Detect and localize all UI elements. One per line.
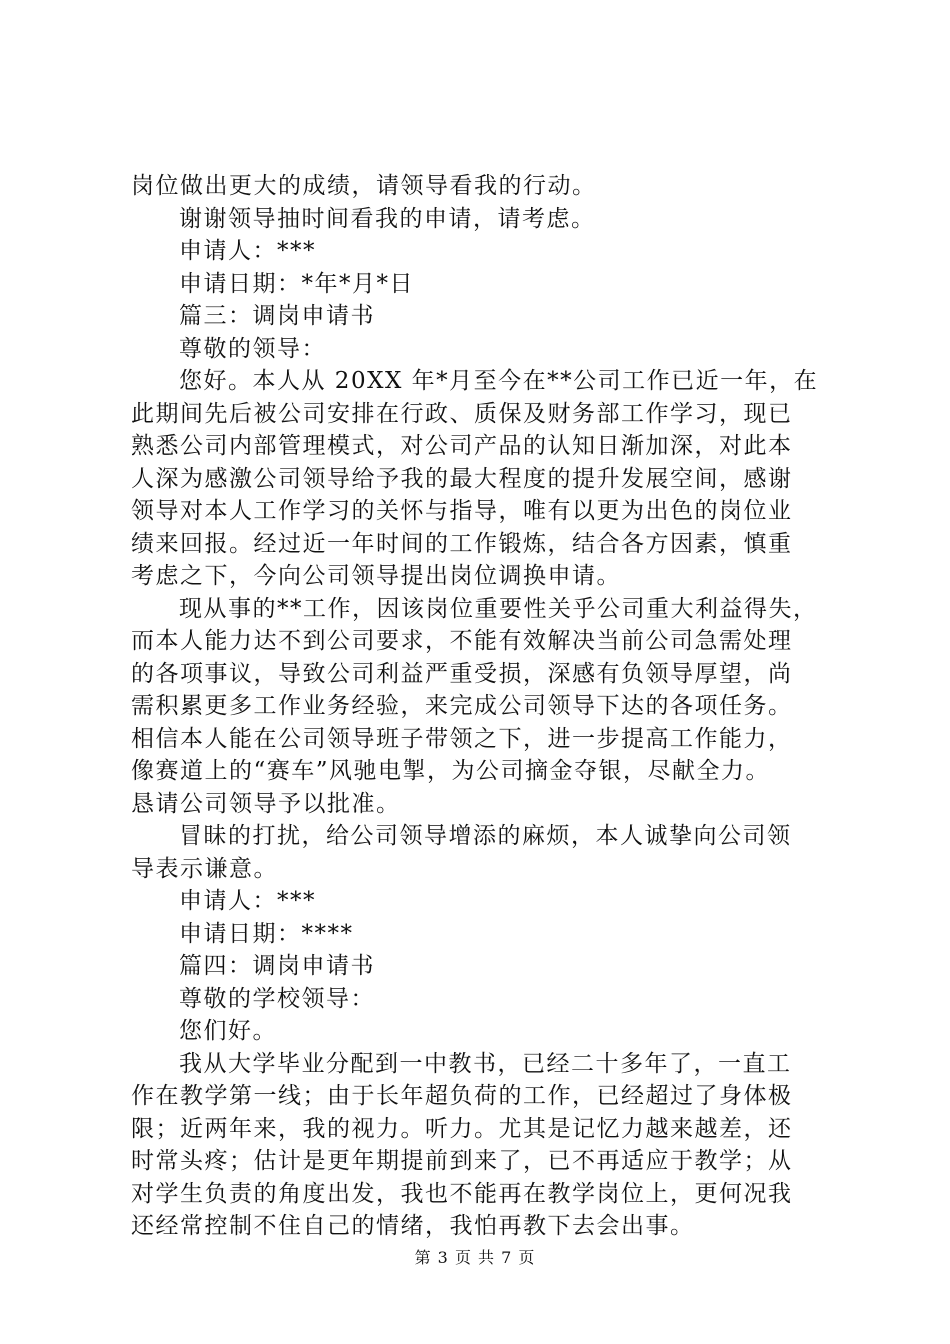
text-line: 申请人：*** <box>179 238 316 264</box>
text-line: 篇四：调岗申请书 <box>179 953 375 979</box>
text-line: 申请日期：*年*月*日 <box>179 270 414 297</box>
text-line: 我从大学毕业分配到一中教书，已经二十多年了，一直工 <box>179 1050 792 1077</box>
text-line: 您好。本人从 20XX 年*月至今在**公司工作已近一年，在 <box>179 368 819 394</box>
text-line: 导表示谦意。 <box>131 855 278 882</box>
text-line: 作在教学第一线；由于长年超负荷的工作，已经超过了身体极 <box>131 1083 793 1109</box>
text-line: 现从事的**工作，因该岗位重要性关乎公司重大利益得失， <box>179 595 818 622</box>
page-footer: 第 3 页 共 7 页 <box>414 1248 536 1267</box>
text-line: 尊敬的学校领导： <box>179 985 375 1012</box>
text-line: 对学生负责的角度出发，我也不能再在教学岗位上，更何况我 <box>131 1180 793 1207</box>
text-line: 冒昧的打扰，给公司领导增添的麻烦，本人诚挚向公司领 <box>179 823 792 849</box>
text-line: 还经常控制不住自己的情绪，我怕再教下去会出事。 <box>131 1213 695 1239</box>
text-line: 领导对本人工作学习的关怀与指导，唯有以更为出色的岗位业 <box>131 498 793 524</box>
text-line: 尊敬的领导： <box>179 335 326 362</box>
text-line: 时常头疼；估计是更年期提前到来了，已不再适应于教学；从 <box>131 1148 793 1174</box>
text-line: 考虑之下，今向公司领导提出岗位调换申请。 <box>131 563 621 589</box>
text-line: 像赛道上的“赛车”风驰电掣，为公司摘金夺银，尽献全力。 <box>131 758 771 784</box>
text-line: 绩来回报。经过近一年时间的工作锻炼，结合各方因素，慎重 <box>131 530 793 557</box>
text-line: 限；近两年来，我的视力。听力。尤其是记忆力越来越差，还 <box>131 1115 793 1142</box>
text-line: 熟悉公司内部管理模式，对公司产品的认知日渐加深，对此本 <box>131 433 793 459</box>
text-line: 申请人：*** <box>179 888 316 914</box>
text-line: 需积累更多工作业务经验，来完成公司领导下达的各项任务。 <box>131 693 793 719</box>
text-line: 恳请公司领导予以批准。 <box>131 790 401 817</box>
text-line: 岗位做出更大的成绩，请领导看我的行动。 <box>131 173 597 199</box>
text-line: 申请日期：**** <box>179 920 354 947</box>
text-line: 谢谢领导抽时间看我的申请，请考虑。 <box>179 205 596 232</box>
text-line: 的各项事议，导致公司利益严重受损，深感有负领导厚望，尚 <box>131 660 793 687</box>
text-line: 相信本人能在公司领导班子带领之下，进一步提高工作能力， <box>131 725 793 752</box>
text-line: 人深为感激公司领导给予我的最大程度的提升发展空间，感谢 <box>131 465 793 492</box>
text-line: 您们好。 <box>179 1018 277 1044</box>
text-line: 篇三：调岗申请书 <box>179 303 375 329</box>
text-line: 此期间先后被公司安排在行政、质保及财务部工作学习，现已 <box>131 400 793 427</box>
text-line: 而本人能力达不到公司要求，不能有效解决当前公司急需处理 <box>131 628 793 654</box>
document-body <box>131 170 831 1243</box>
